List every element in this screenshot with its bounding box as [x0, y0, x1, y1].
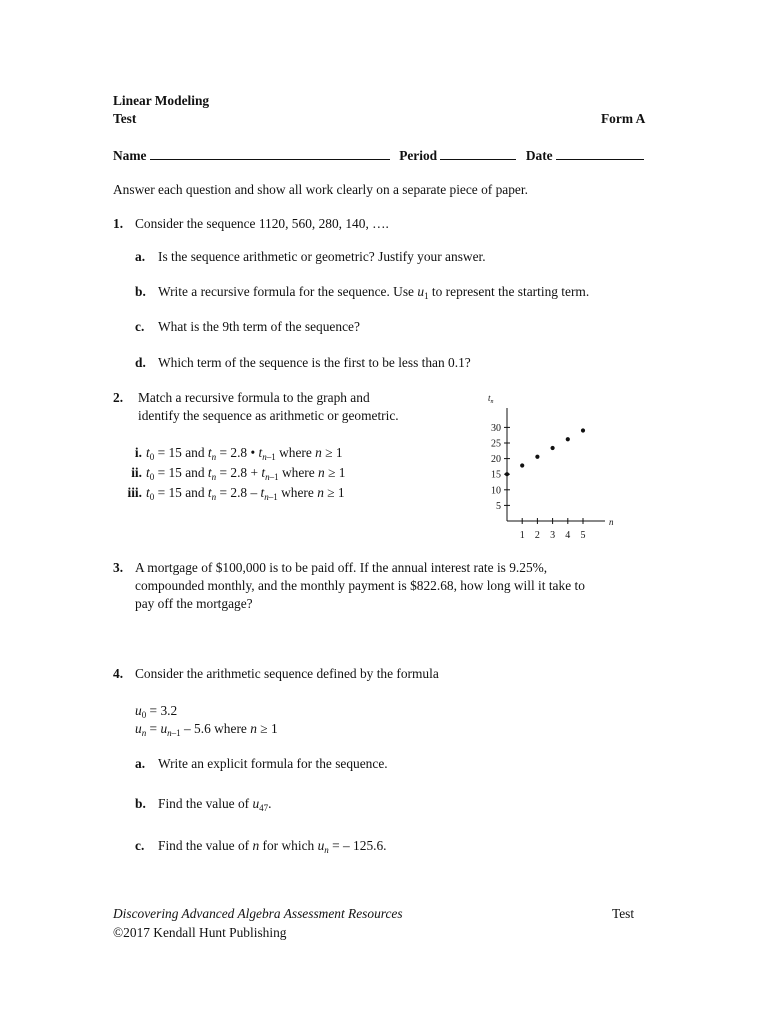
doc-subtitle: Test [113, 111, 137, 126]
y-tick-label: 25 [491, 438, 501, 450]
question-4b: b. Find the value of $u_{47}$. [135, 796, 272, 813]
doc-title: Linear Modeling [113, 93, 210, 108]
option-ii: ii. $t_0 = 15$ and $t_n = 2.8 + t_{n-1}$ where n ≥ 1 [131, 465, 346, 482]
y-tick-label: 30 [491, 422, 501, 434]
y-tick-label: 15 [491, 469, 501, 481]
question-1 [113, 216, 389, 232]
question-4 [113, 666, 439, 682]
question-4c: c. Find the value of n for which $u_n$ = – 125.6. [135, 838, 387, 855]
x-tick-label: 2 [534, 530, 540, 541]
question-3-line3: pay off the mortgage? [135, 596, 253, 611]
part-label: b. [135, 284, 146, 299]
footer-test-label: Test [612, 906, 635, 921]
date-field[interactable] [556, 147, 644, 160]
question-1c [135, 319, 360, 335]
question-1a [135, 249, 486, 265]
x-tick-label: 1 [519, 530, 525, 541]
option-i: i. $t_0 = 15$ and $t_n = 2.8$ • $t_{n-1}$ where n ≥ 1 [134, 445, 343, 462]
question-text: Match a recursive formula to the graph and [138, 390, 370, 405]
sequence-def-1: $u_0 = 3.2$ [135, 703, 178, 720]
option-iii: iii. $t_0 = 15$ and $t_n = 2.8 - t_{n-1}$ where n ≥ 1 [127, 485, 345, 502]
data-point [551, 446, 555, 450]
question-3 [113, 560, 547, 576]
question-text: Consider the arithmetic sequence defined by the formula [135, 666, 439, 681]
part-label: b. [135, 796, 146, 811]
sequence-def-2: $u_n = u_{n-1} - 5.6$ where n ≥ 1 [135, 721, 278, 738]
y-tick-label: 10 [491, 485, 501, 497]
question-1b: b. Write a recursive formula for the sequence. Use $u_1$ to represent the starting term. [135, 284, 590, 301]
period-field[interactable] [440, 147, 516, 160]
question-number: 2. [113, 390, 124, 405]
question-2-line2: identify the sequence as arithmetic or geometric. [138, 408, 399, 423]
x-tick-label: 3 [550, 530, 556, 541]
footer-copyright: ©2017 Kendall Hunt Publishing [113, 925, 287, 940]
date-label: Date [525, 148, 553, 163]
y-tick-label: 20 [491, 454, 501, 466]
question-3-line2: compounded monthly, and the monthly payment is $822.68, how long will it take to [135, 578, 585, 593]
part-text: Which term of the sequence is the first to be less than 0.1? [158, 355, 471, 370]
question-number: 1. [113, 216, 124, 231]
part-label: a. [135, 756, 146, 771]
question-text: A mortgage of $100,000 is to be paid off. If the annual interest rate is 9.25%, [135, 560, 548, 575]
data-point [566, 437, 570, 441]
form-label: Form A [601, 111, 646, 126]
data-point [581, 428, 585, 432]
y-tick-label: 5 [496, 500, 501, 512]
question-4a [135, 756, 388, 772]
footer-book-title: Discovering Advanced Algebra Assessment Resources [113, 906, 403, 921]
name-field[interactable] [150, 147, 390, 160]
x-tick-label: 4 [565, 530, 571, 541]
x-tick-label: 5 [580, 530, 586, 541]
part-text: Write an explicit formula for the sequence. [158, 756, 388, 771]
question-number: 4. [113, 666, 124, 681]
question-text: Consider the sequence 1120, 560, 280, 140, …. [135, 216, 389, 231]
part-label: a. [135, 249, 146, 264]
y-axis-label: $t_n$ [488, 393, 494, 405]
sequence-graph [462, 388, 612, 543]
part-text: What is the 9th term of the sequence? [158, 319, 360, 334]
name-label: Name [113, 148, 147, 163]
part-label: c. [135, 319, 145, 334]
data-point [520, 463, 524, 467]
part-text: Is the sequence arithmetic or geometric? Justify your answer. [158, 249, 486, 264]
data-point [505, 472, 509, 476]
instructions: Answer each question and show all work clearly on a separate piece of paper. [113, 182, 528, 197]
question-number: 3. [113, 560, 124, 575]
data-point [535, 455, 539, 459]
question-2 [113, 390, 370, 406]
x-axis-label: n [609, 517, 614, 527]
part-label: c. [135, 838, 145, 853]
part-label: d. [135, 355, 146, 370]
student-info-line [113, 147, 644, 164]
period-label: Period [399, 148, 438, 163]
question-1d [135, 355, 471, 371]
